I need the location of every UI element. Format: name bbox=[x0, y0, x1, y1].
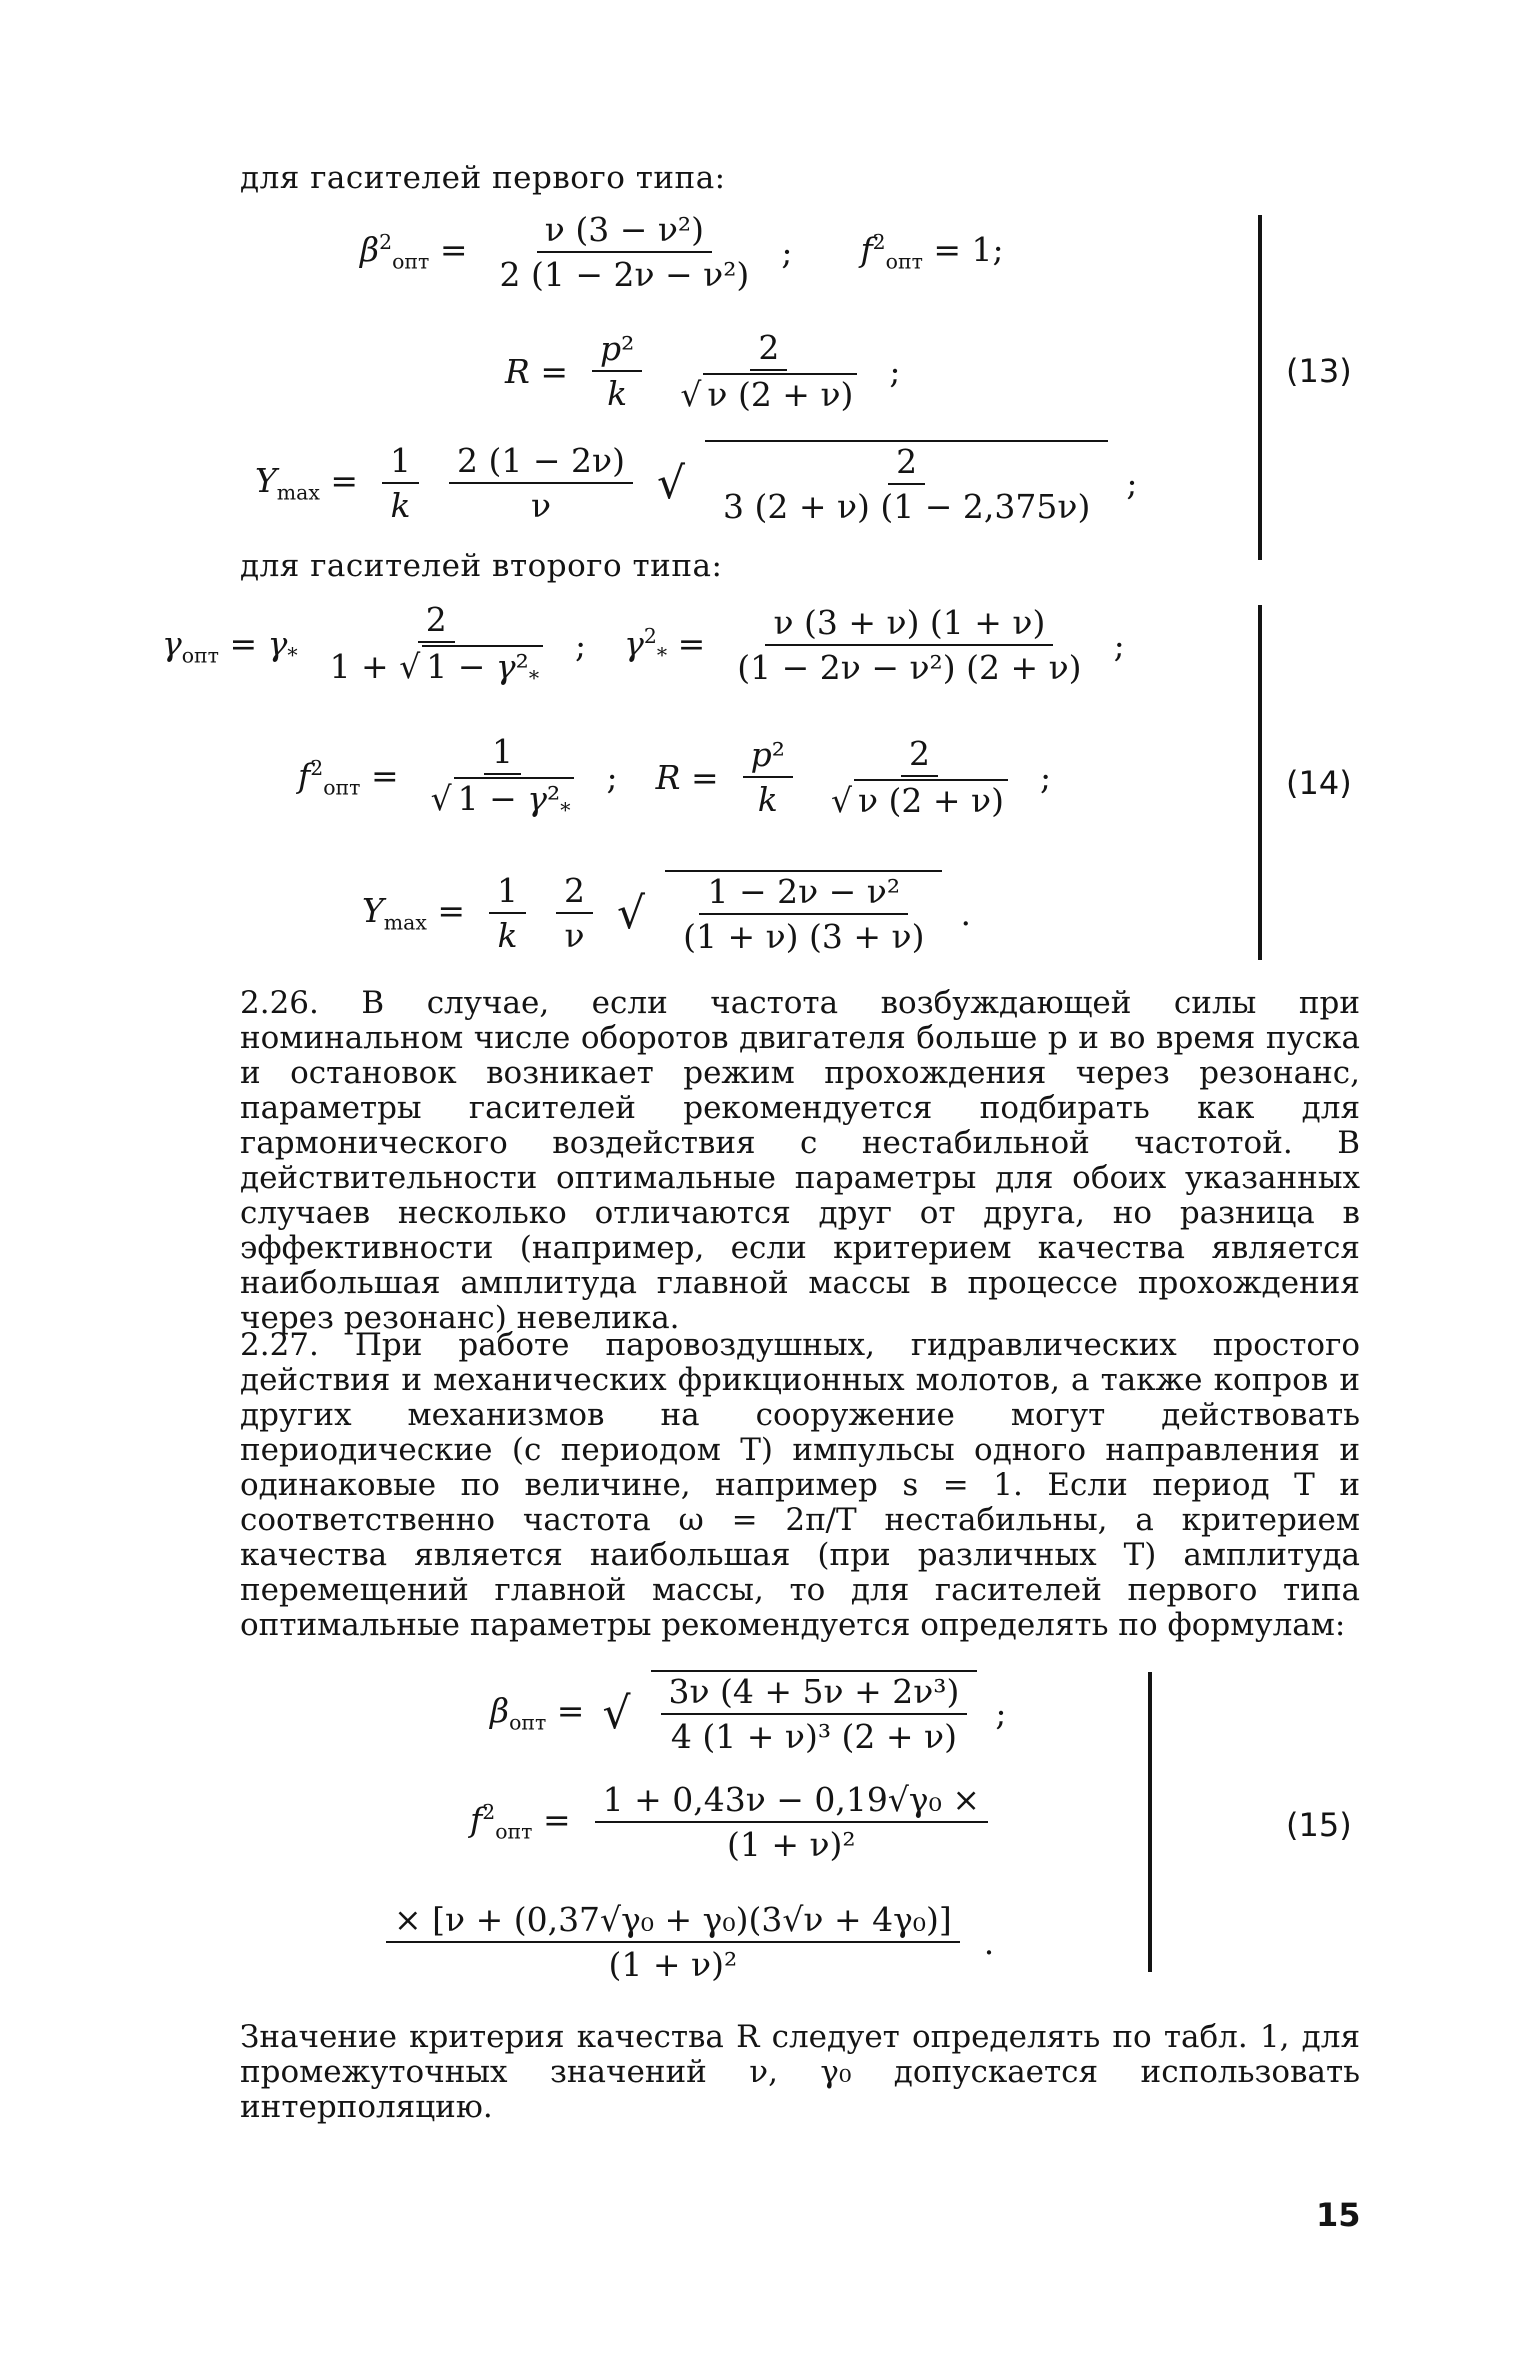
eq14-row1: $\gamma_{опт} = \gamma_*$ $\frac{2}{1 + √ 1 - \gamma^2_*}$ ; $\gamma^2_*$ = $\frac{\nu (3 + \nu) (1 + \nu)}{\text{(1 − 2ν − ν²) (2 + ν)}}$ ; bbox=[162, 600, 1125, 691]
eq15-row3: $\frac{\text{× [ν + (0,37√γ₀ + γ₀)(3√ν + 4γ₀)]}}{\text{(1 + ν)²}}$ . bbox=[380, 1900, 994, 1984]
paragraph-2-27 bbox=[240, 1328, 1360, 1643]
eq15-brace bbox=[1148, 1672, 1152, 1972]
eq13-row2: R = $\frac{\text{p²}}{k}$ $\frac{2}{√ \nu (2 + \nu)}$ ; bbox=[505, 328, 901, 414]
eq15-number: (15) bbox=[1286, 1806, 1352, 1844]
eq14-number: (14) bbox=[1286, 764, 1352, 802]
paragraph-2-26-text: 2.26. В случае, если частота возбуждающей силы при номинальном числе оборотов двигателя больше p и во время пуска и остановок возникает режим прохождения через резонанс, параметры гасителей рекомендуется подбирать как для гармонического воздействия с нестабильной частотой. В действительности оптимальные параметры для обоих указанных случаев несколько отличаются друг от друга, но разница в эффективности (например, если критерием качества является наибольшая амплитуда главной массы в процессе прохождения через резонанс) невелика. bbox=[240, 985, 1360, 1336]
eq14-row2: $f^2_{опт}$ = $\frac{1}{√ 1 - \gamma^2_*}$ ; R = $\frac{\text{p²}}{k}$ $\frac{2}{√ \nu (2 + \nu)}$ ; bbox=[298, 732, 1052, 823]
eq13-row3: $Y_{max}$ = $\frac{1}{k}$ $\frac{2 (1 - 2\nu)}{\nu}$ √ $\frac{2}{3 (2 + \nu) (1 - 2,375\nu)}$ ; bbox=[255, 441, 1138, 526]
paragraph-final bbox=[240, 2020, 1360, 2125]
paragraph-final-text: Значение критерия качества R следует определять по табл. 1, для промежуточных значений ν, γ₀ допускается использовать интерполяцию. bbox=[240, 2019, 1360, 2125]
eq15-row2: $f^2_{опт}$ = $\frac{\text{1 + 0,43ν − 0,19√γ₀ ×}}{\text{(1 + ν)²}}$ bbox=[470, 1780, 994, 1864]
paragraph-2-26 bbox=[240, 986, 1360, 1336]
label-type2: для гасителей второго типа: bbox=[240, 548, 723, 584]
label-type1: для гасителей первого типа: bbox=[240, 160, 726, 196]
eq13-number: (13) bbox=[1286, 352, 1352, 390]
eq14-row3: $Y_{max}$ = $\frac{1}{k}$ $\frac{2}{\nu}$ √ $\frac{\text{1 − 2ν − ν²}}{(1 + \nu) (3 + \nu)}$ . bbox=[362, 871, 971, 956]
eq15-f-num2: × [ν + (0,37√γ₀ + γ₀)(3√ν + 4γ₀)] bbox=[386, 1900, 960, 1943]
eq13-brace bbox=[1258, 215, 1262, 560]
page-number: 15 bbox=[1316, 2196, 1361, 2234]
eq15-f-num1: 1 + 0,43ν − 0,19√γ₀ × bbox=[595, 1780, 988, 1823]
eq15-f-den2: (1 + ν)² bbox=[608, 1945, 738, 1984]
eq15-row1: $\beta_{опт}$ = √ $\frac{\text{3ν (4 + 5ν + 2ν³)}}{\text{4 (1 + ν)³ (2 + ν)}}$ ; bbox=[490, 1672, 1007, 1756]
eq13-row1: $\beta^2_{опт}$ = $\frac{\text{ν (3 − ν²)}}{\text{2 (1 − 2ν − ν²)}}$ ; $f^2_{опт} = 1$; bbox=[360, 210, 1004, 294]
paragraph-2-27-text: 2.27. При работе паровоздушных, гидравлических простого действия и механических фрикционных молотов, а также копров и других механизмов на сооружение могут действовать периодические (с периодом T) импульсы одного направления и одинаковые по величине, например s = 1. Если период T и соответственно частота ω = 2π/T нестабильны, а критерием качества является наибольшая (при различных T) амплитуда перемещений главной массы, то для гасителей первого типа оптимальные параметры рекомендуется определять по формулам: bbox=[240, 1327, 1360, 1643]
eq15-f-den1: (1 + ν)² bbox=[726, 1825, 856, 1864]
eq14-brace bbox=[1258, 605, 1262, 960]
